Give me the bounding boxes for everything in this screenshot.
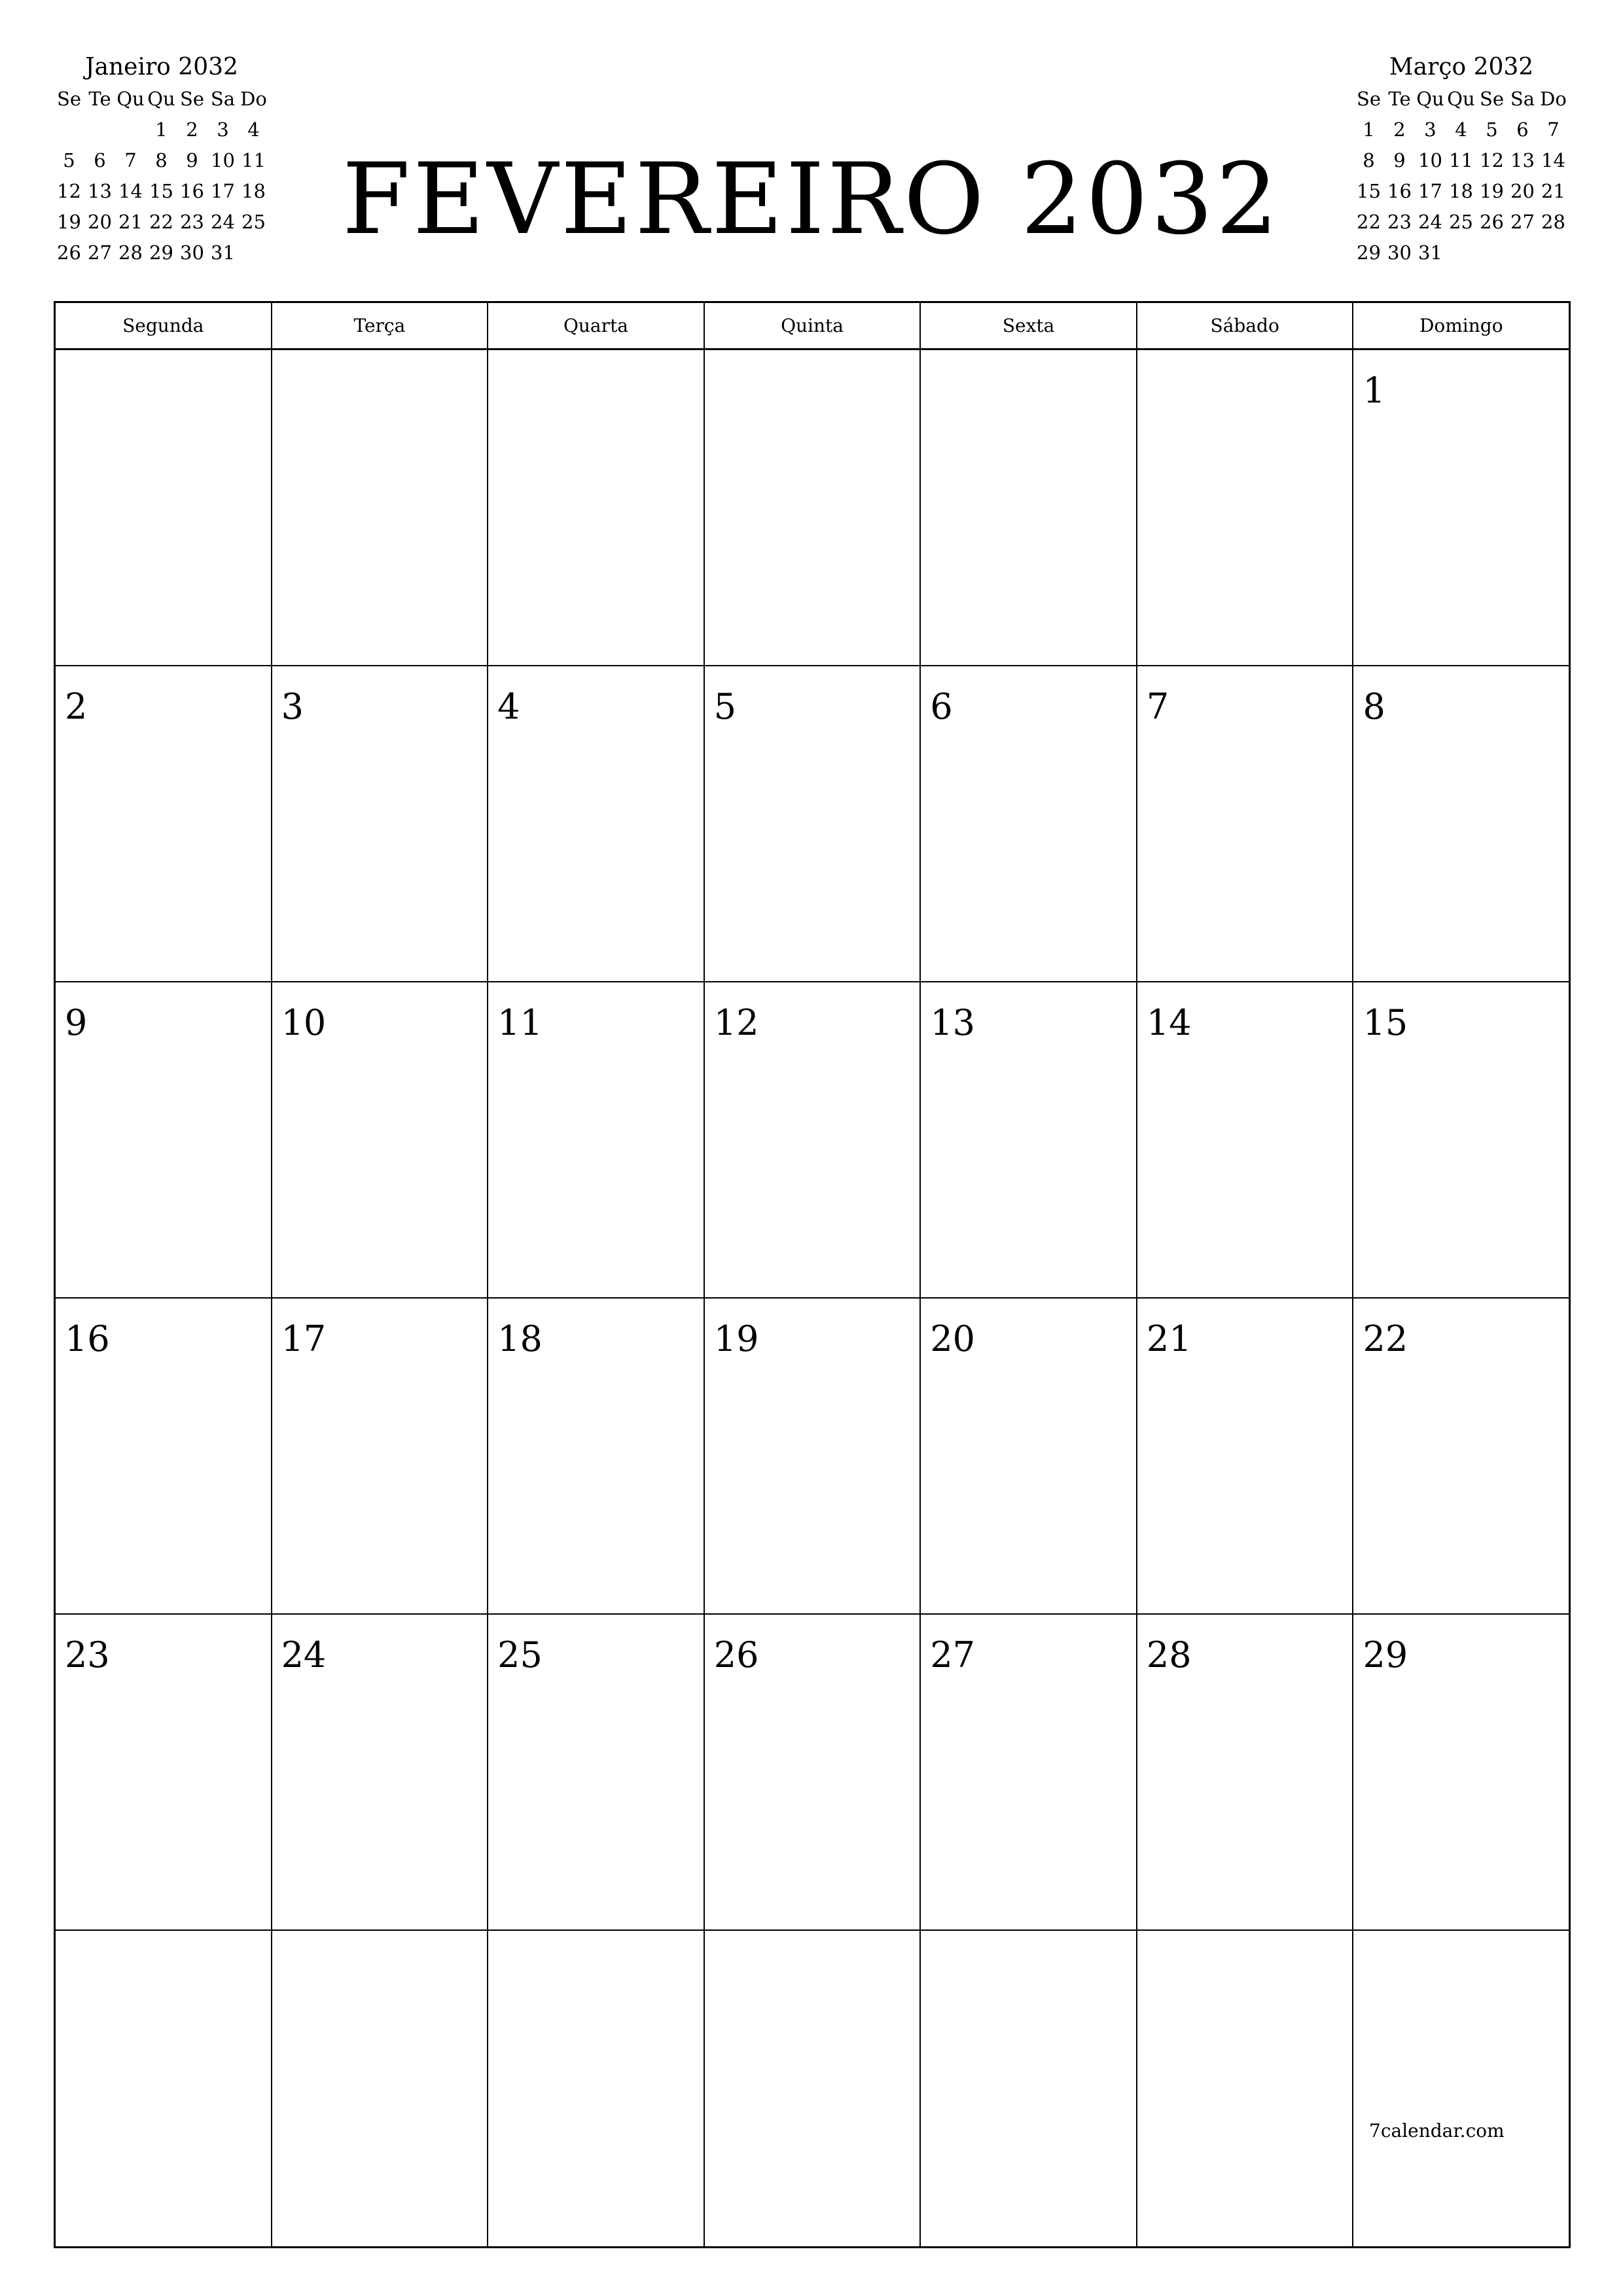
- day-number: 21: [1146, 1318, 1192, 1359]
- day-cell: [272, 1299, 489, 1613]
- weekday-header: Quinta: [705, 303, 921, 348]
- mini-day: 22: [149, 211, 173, 233]
- mini-day: 3: [1424, 118, 1436, 141]
- mini-day: 16: [1387, 180, 1412, 202]
- day-number: 4: [497, 686, 520, 727]
- mini-day: 7: [124, 149, 137, 171]
- mini-day: 2: [1393, 118, 1406, 141]
- mini-day: 2: [186, 118, 198, 141]
- mini-day: 20: [88, 211, 112, 233]
- day-number: 22: [1363, 1318, 1408, 1359]
- mini-day: 27: [1510, 211, 1535, 233]
- day-number: 6: [930, 686, 953, 727]
- mini-day: 22: [1357, 211, 1381, 233]
- weekday-header: Segunda: [56, 303, 272, 348]
- day-number: 18: [497, 1318, 543, 1359]
- day-cell: [921, 982, 1137, 1297]
- mini-day: 3: [217, 118, 229, 141]
- mini-weekday-label: Te: [88, 88, 111, 110]
- day-cell: [1353, 982, 1569, 1297]
- day-number: 29: [1363, 1634, 1408, 1676]
- mini-day: 20: [1510, 180, 1535, 202]
- weekday-header: Sexta: [921, 303, 1137, 348]
- mini-weekday-label: Se: [1479, 88, 1505, 110]
- mini-day: 26: [1480, 211, 1504, 233]
- mini-day: 5: [1486, 118, 1498, 141]
- weekday-header: Domingo: [1419, 315, 1503, 336]
- mini-day: 24: [211, 211, 235, 233]
- mini-weekday-label: Qu: [147, 88, 175, 110]
- mini-day: 15: [149, 180, 173, 202]
- day-number: 10: [281, 1002, 327, 1043]
- mini-weekday-label: Sa: [1510, 88, 1535, 110]
- day-cell: [705, 1299, 921, 1613]
- mini-day: 9: [186, 149, 198, 171]
- mini-day: 29: [1357, 242, 1381, 264]
- day-cell: [488, 350, 705, 665]
- mini-day: 28: [118, 242, 143, 264]
- week-row: [56, 666, 1569, 982]
- day-cell: [1137, 1931, 1354, 2246]
- day-cell: [1353, 350, 1569, 665]
- day-number: 14: [1146, 1002, 1192, 1043]
- mini-day: 31: [211, 242, 235, 264]
- mini-day: 25: [1449, 211, 1473, 233]
- day-number: 23: [65, 1634, 110, 1676]
- day-cell: [1353, 1299, 1569, 1613]
- mini-day: 17: [211, 180, 235, 202]
- mini-day: 13: [88, 180, 112, 202]
- day-cell: [705, 982, 921, 1297]
- mini-day: 18: [241, 180, 266, 202]
- day-cell: [705, 350, 921, 665]
- day-cell: [921, 1299, 1137, 1613]
- day-cell: [488, 666, 705, 981]
- day-cell: [1137, 982, 1354, 1297]
- day-cell: [705, 666, 921, 981]
- mini-weekday-label: Se: [179, 88, 205, 110]
- day-cell: [1353, 1615, 1569, 1929]
- day-cell: [488, 1615, 705, 1929]
- day-number: 27: [930, 1634, 976, 1676]
- day-cell: [921, 1615, 1137, 1929]
- month-grid: [54, 301, 1571, 2248]
- day-cell: [488, 1299, 705, 1613]
- mini-day: 31: [1418, 242, 1442, 264]
- week-row: [56, 1931, 1569, 2246]
- mini-day: 9: [1393, 149, 1406, 171]
- day-cell: [56, 1299, 272, 1613]
- mini-day: 5: [63, 149, 75, 171]
- day-number: 17: [281, 1318, 327, 1359]
- weekday-header-row: [56, 303, 1569, 350]
- mini-day: 14: [118, 180, 143, 202]
- day-number: 16: [65, 1318, 110, 1359]
- day-number: 26: [713, 1634, 759, 1676]
- mini-day: 25: [241, 211, 266, 233]
- day-cell: [705, 1615, 921, 1929]
- mini-day: 8: [155, 149, 168, 171]
- day-number: 19: [713, 1318, 759, 1359]
- mini-day: 15: [1357, 180, 1381, 202]
- mini-day: 11: [241, 149, 266, 171]
- day-cell: [1137, 350, 1354, 665]
- day-cell: [921, 350, 1137, 665]
- mini-weekday-label: Te: [1388, 88, 1411, 110]
- week-row: [56, 982, 1569, 1299]
- day-cell: [1353, 666, 1569, 981]
- day-cell: [1353, 1931, 1569, 2246]
- day-cell: [488, 982, 705, 1297]
- mini-calendar-title: Março 2032: [1389, 54, 1534, 81]
- day-number: 25: [497, 1634, 543, 1676]
- mini-day: 6: [94, 149, 106, 171]
- mini-day: 13: [1510, 149, 1535, 171]
- day-number: 2: [65, 686, 88, 727]
- day-number: 3: [281, 686, 304, 727]
- day-number: 8: [1363, 686, 1385, 727]
- day-cell: [56, 1931, 272, 2246]
- mini-day: 21: [118, 211, 143, 233]
- mini-weekday-label: Qu: [1447, 88, 1475, 110]
- mini-day: 23: [1387, 211, 1412, 233]
- day-number: 12: [713, 1002, 759, 1043]
- day-cell: [921, 666, 1137, 981]
- week-row: [56, 1615, 1569, 1931]
- day-number: 9: [65, 1002, 88, 1043]
- page-title: FEVEREIRO 2032: [342, 143, 1281, 257]
- day-cell: [272, 1931, 489, 2246]
- day-number: 5: [713, 686, 737, 727]
- day-number: 24: [281, 1634, 327, 1676]
- mini-day: 21: [1541, 180, 1565, 202]
- site-credit: 7calendar.com: [1369, 2120, 1505, 2142]
- mini-day: 24: [1418, 211, 1442, 233]
- day-number: 15: [1363, 1002, 1408, 1043]
- mini-day: 30: [1387, 242, 1412, 264]
- mini-day: 11: [1449, 149, 1473, 171]
- day-cell: [488, 1931, 705, 2246]
- mini-day: 16: [180, 180, 204, 202]
- mini-day: 7: [1547, 118, 1560, 141]
- mini-weekday-label: Se: [1356, 88, 1382, 110]
- day-number: 7: [1146, 686, 1169, 727]
- mini-day: 29: [149, 242, 173, 264]
- weekday-header: Sábado: [1137, 303, 1354, 348]
- mini-day: 4: [247, 118, 260, 141]
- day-cell: [272, 982, 489, 1297]
- weekday-header: Quarta: [488, 303, 705, 348]
- mini-day: 23: [180, 211, 204, 233]
- mini-day: 14: [1541, 149, 1565, 171]
- day-cell: [56, 666, 272, 981]
- mini-day: 6: [1516, 118, 1529, 141]
- mini-day: 28: [1541, 211, 1565, 233]
- day-cell: [1137, 1615, 1354, 1929]
- day-cell: [272, 350, 489, 665]
- week-row: [56, 1299, 1569, 1615]
- day-cell: [921, 1931, 1137, 2246]
- day-cell: [272, 1615, 489, 1929]
- day-number: 1: [1363, 370, 1385, 411]
- mini-day: 27: [88, 242, 112, 264]
- mini-weekday-label: Qu: [116, 88, 145, 110]
- mini-weekday-label: Do: [1540, 88, 1567, 110]
- day-cell: [56, 350, 272, 665]
- mini-day: 4: [1455, 118, 1467, 141]
- mini-day: 8: [1363, 149, 1375, 171]
- week-row: [56, 350, 1569, 666]
- mini-day: 18: [1449, 180, 1473, 202]
- mini-day: 30: [180, 242, 204, 264]
- mini-day: 26: [57, 242, 81, 264]
- mini-calendar-title: Janeiro 2032: [85, 54, 238, 81]
- day-cell: [56, 1615, 272, 1929]
- mini-day: 1: [1363, 118, 1375, 141]
- day-number: 20: [930, 1318, 976, 1359]
- mini-day: 19: [1480, 180, 1504, 202]
- mini-day: 19: [57, 211, 81, 233]
- mini-weekday-label: Se: [56, 88, 82, 110]
- mini-weekday-label: Do: [240, 88, 267, 110]
- day-cell: [1137, 1299, 1354, 1613]
- mini-weekday-label: Sa: [210, 88, 236, 110]
- day-number: 13: [930, 1002, 976, 1043]
- day-cell: [1137, 666, 1354, 981]
- mini-day: 1: [155, 118, 168, 141]
- mini-day: 17: [1418, 180, 1442, 202]
- day-number: 11: [497, 1002, 543, 1043]
- mini-day: 10: [211, 149, 235, 171]
- mini-day: 12: [1480, 149, 1504, 171]
- mini-weekday-label: Qu: [1416, 88, 1444, 110]
- day-cell: [272, 666, 489, 981]
- day-number: 28: [1146, 1634, 1192, 1676]
- mini-day: 10: [1418, 149, 1442, 171]
- day-cell: [705, 1931, 921, 2246]
- mini-day: 12: [57, 180, 81, 202]
- weekday-header: Terça: [272, 303, 489, 348]
- day-cell: [56, 982, 272, 1297]
